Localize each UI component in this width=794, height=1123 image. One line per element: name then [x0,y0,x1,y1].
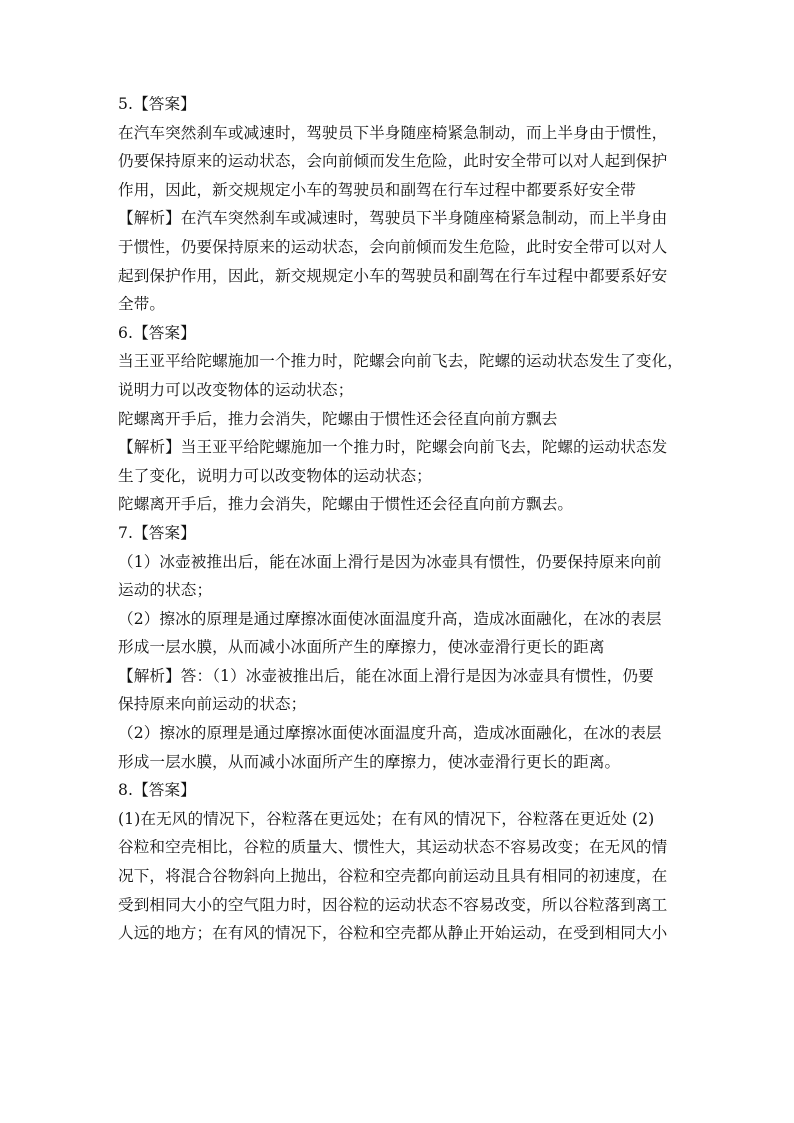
analysis-5-line: 【解析】在汽车突然刹车或减速时，驾驶员下半身随座椅紧急制动，而上半身由 [118,209,668,228]
answer-6-line: 说明力可以改变物体的运动状态； [118,380,354,399]
answer-8-heading: 8.【答案】 [118,781,196,800]
answer-8-line: 人远的地方；在有风的情况下，谷粒和空壳都从静止开始运动，在受到相同大小 [118,924,668,943]
answer-7-line: 运动的状态； [118,581,213,600]
analysis-6-line: 陀螺离开手后，推力会消失，陀螺由于惯性还会径直向前方飘去。 [118,495,574,514]
answer-6-line: 陀螺离开手后，推力会消失，陀螺由于惯性还会径直向前方飘去 [118,409,558,428]
analysis-7-line: 【解析】答：（1）冰壶被推出后，能在冰面上滑行是因为冰壶具有惯性，仍要 [118,666,654,685]
answer-7-heading: 7.【答案】 [118,523,196,542]
analysis-5-line: 全带。 [118,295,166,314]
answer-7-line: 形成一层水膜，从而减小冰面所产生的摩擦力，使冰壶滑行更长的距离 [118,638,605,657]
answer-7-line: （2）擦冰的原理是通过摩擦冰面使冰面温度升高，造成冰面融化，在冰的表层 [118,609,662,628]
analysis-6-line: 【解析】当王亚平给陀螺施加一个推力时，陀螺会向前飞去，陀螺的运动状态发 [118,438,668,457]
answer-5-line: 仍要保持原来的运动状态，会向前倾而发生危险，此时安全带可以对人起到保护 [118,152,668,171]
answer-8-line: 况下，将混合谷物斜向上抛出，谷粒和空壳都向前运动且具有相同的初速度，在 [118,867,668,886]
document-page [118,90,683,948]
analysis-7-line: （2）擦冰的原理是通过摩擦冰面使冰面温度升高，造成冰面融化，在冰的表层 [118,724,662,743]
answer-6-heading: 6.【答案】 [118,323,196,342]
answer-5-line: 在汽车突然刹车或减速时，驾驶员下半身随座椅紧急制动，而上半身由于惯性， [118,123,668,142]
answer-8-line: 谷粒和空壳相比，谷粒的质量大、惯性大，其运动状态不容易改变；在无风的情 [118,838,668,857]
analysis-6-line: 生了变化，说明力可以改变物体的运动状态； [118,466,432,485]
answer-6-line: 当王亚平给陀螺施加一个推力时，陀螺会向前飞去，陀螺的运动状态发生了变化， [118,352,683,371]
analysis-7-line: 形成一层水膜，从而减小冰面所产生的摩擦力，使冰壶滑行更长的距离。 [118,752,621,771]
answer-8-line: (1)在无风的情况下，谷粒落在更远处；在有风的情况下，谷粒落在更近处 (2) [118,809,655,828]
answer-8-line: 受到相同大小的空气阻力时，因谷粒的运动状态不容易改变，所以谷粒落到离工 [118,895,668,914]
answer-5-line: 作用，因此，新交规规定小车的驾驶员和副驾在行车过程中都要系好安全带 [118,180,636,199]
answer-7-line: （1）冰壶被推出后，能在冰面上滑行是因为冰壶具有惯性，仍要保持原来向前 [118,552,662,571]
answer-5-heading: 5.【答案】 [118,95,196,113]
analysis-5-line: 起到保护作用，因此，新交规规定小车的驾驶员和副驾在行车过程中都要系好安 [118,266,668,285]
analysis-7-line: 保持原来向前运动的状态； [118,695,307,714]
analysis-5-line: 于惯性，仍要保持原来的运动状态，会向前倾而发生危险，此时安全带可以对人 [118,237,668,256]
